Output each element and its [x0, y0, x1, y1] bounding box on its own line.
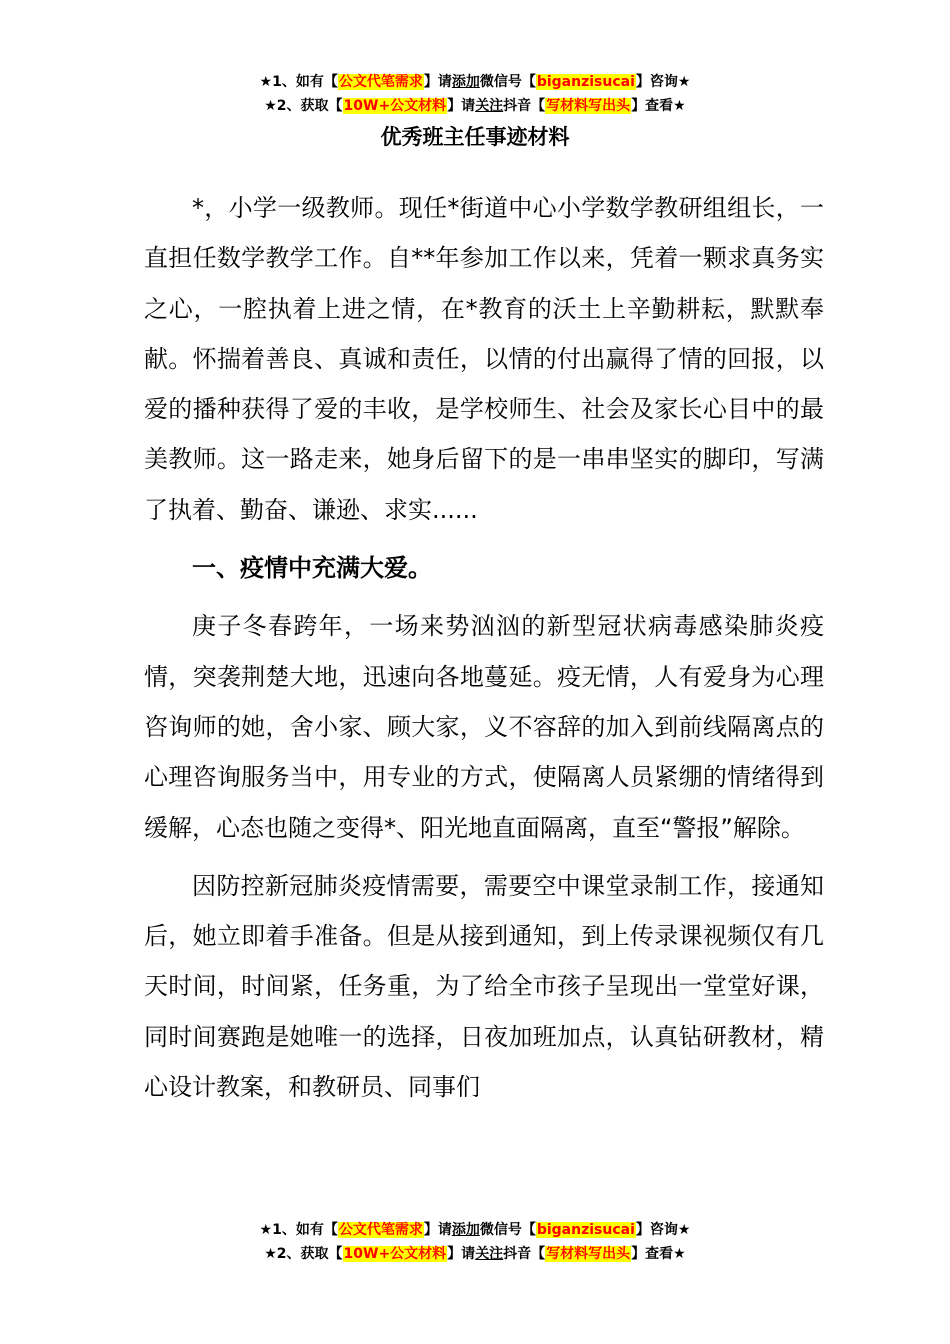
- banner-line-2: [0, 1243, 950, 1267]
- banner-underlined: 关注: [475, 1246, 504, 1262]
- banner-text: ★1、如有【: [259, 1222, 338, 1238]
- banner-highlight: 公文代笔需求: [338, 1222, 423, 1238]
- banner-underlined: 添加: [451, 1222, 480, 1238]
- banner-highlight: 10W+公文材料: [343, 1246, 447, 1262]
- banner-highlight: biganzisucai: [536, 74, 635, 90]
- document-title: 优秀班主任事迹材料: [380, 125, 570, 149]
- banner-text: ★1、如有【: [259, 74, 338, 90]
- section-heading: 一、疫情中充满大爱。: [192, 554, 432, 583]
- banner-highlight: biganzisucai: [536, 1222, 635, 1238]
- document-body: [144, 183, 824, 1120]
- banner-text: 抖音【: [503, 98, 546, 114]
- banner-underlined: 关注: [475, 98, 504, 114]
- header-banner: [0, 71, 950, 119]
- banner-text: 】咨询★: [635, 1222, 691, 1238]
- banner-text: 】请: [423, 1222, 452, 1238]
- banner-text: ★2、获取【: [264, 98, 343, 114]
- banner-text: 微信号【: [479, 74, 536, 90]
- banner-line-2: [0, 95, 950, 119]
- banner-highlight: 公文代笔需求: [338, 74, 423, 90]
- banner-highlight: 写材料写出头: [546, 98, 631, 114]
- banner-underlined: 添加: [451, 74, 480, 90]
- banner-text: ★2、获取【: [264, 1246, 343, 1262]
- banner-text: 】咨询★: [635, 74, 691, 90]
- banner-text: 】查看★: [631, 98, 686, 114]
- banner-text: 微信号【: [479, 1222, 536, 1238]
- banner-text: 】请: [423, 74, 452, 90]
- banner-highlight: 10W+公文材料: [343, 98, 447, 114]
- paragraph: 因防控新冠肺炎疫情需要，需要空中课堂录制工作，接通知后，她立即着手准备。但是从接到通知，到上传录课视频仅有几天时间，时间紧，任务重，为了给全市孩子呈现出一堂堂好课，同时间赛跑是她唯一的选择，日夜加班加点，认真钻研教材，精心设计教案，和教研员、同事们: [144, 871, 824, 1102]
- footer-banner: [0, 1219, 950, 1267]
- banner-text: 】请: [447, 98, 476, 114]
- paragraph: 庚子冬春跨年，一场来势汹汹的新型冠状病毒感染肺炎疫情，突袭荆楚大地，迅速向各地蔓延。疫无情，人有爱身为心理咨询师的她，舍小家、顾大家，义不容辞的加入到前线隔离点的心理咨询服务当中，用专业的方式，使隔离人员紧绷的情绪得到缓解，心态也随之变得*、阳光地直面隔离，直至“警报”解除。: [144, 612, 824, 842]
- banner-text: 抖音【: [503, 1246, 546, 1262]
- banner-line-1: [0, 1219, 950, 1243]
- banner-highlight: 写材料写出头: [546, 1246, 631, 1262]
- paragraph: *，小学一级教师。现任*街道中心小学数学教研组组长，一直担任数学教学工作。自**年参加工作以来，凭着一颗求真务实之心，一腔执着上进之情，在*教育的沃土上辛勤耕耘，默默奉献。怀揣着善良、真诚和责任，以情的付出赢得了情的回报，以爱的播种获得了爱的丰收，是学校师生、社会及家长心目中的最美教师。这一路走来，她身后留下的是一串串坚实的脚印，写满了执着、勤奋、谦逊、求实......: [144, 194, 824, 524]
- banner-line-1: [0, 71, 950, 95]
- banner-text: 】查看★: [631, 1246, 686, 1262]
- banner-text: 】请: [447, 1246, 476, 1262]
